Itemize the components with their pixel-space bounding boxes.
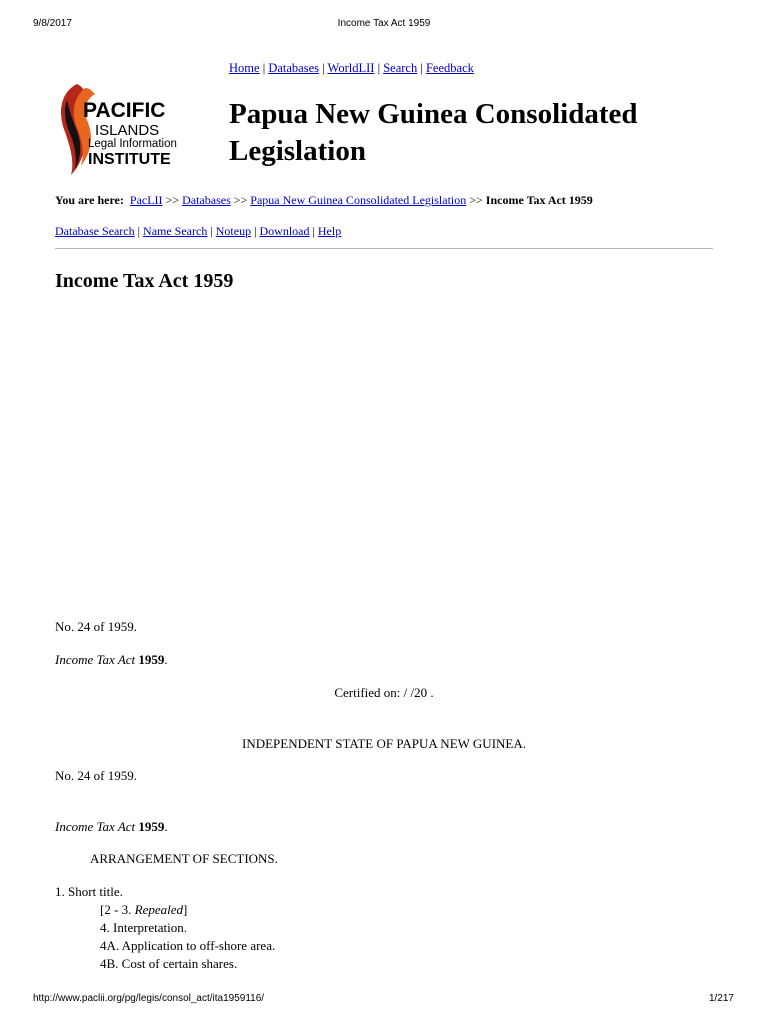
- act-title: Income Tax Act 1959: [55, 270, 234, 292]
- print-title: Income Tax Act 1959: [337, 18, 431, 29]
- logo-text-institute: INSTITUTE: [88, 151, 171, 168]
- breadcrumb-paclii-link[interactable]: PacLII: [129, 193, 163, 207]
- nav-worldlii-link[interactable]: WorldLII: [327, 61, 375, 75]
- toc-item-4b: 4B. Cost of certain shares.: [100, 956, 238, 971]
- name-search-link[interactable]: Name Search: [143, 224, 208, 238]
- help-link[interactable]: Help: [317, 224, 342, 238]
- toc-item-4: 4. Interpretation.: [100, 920, 187, 935]
- breadcrumb-current: Income Tax Act 1959: [485, 193, 593, 207]
- top-nav: Home | Databases | WorldLII | Search | Feedback: [229, 61, 474, 75]
- download-link[interactable]: Download: [259, 224, 310, 238]
- breadcrumb-label: You are here:: [55, 193, 124, 207]
- arrangement-heading: ARRANGEMENT OF SECTIONS.: [90, 851, 278, 866]
- breadcrumb: [55, 193, 593, 208]
- nav-feedback-link[interactable]: Feedback: [425, 61, 474, 75]
- toc-item-2-3-repealed: Repealed: [134, 902, 184, 917]
- print-page-number: 1/217: [708, 993, 734, 1004]
- divider: [55, 248, 713, 249]
- database-search-link[interactable]: Database Search: [55, 224, 135, 238]
- act-short-name-italic: Income Tax Act: [55, 652, 136, 667]
- toc-item-4a: 4A. Application to off-shore area.: [100, 938, 276, 953]
- print-url: http://www.paclii.org/pg/legis/consol_act/ita1959116/: [33, 993, 265, 1004]
- act-short-name-end: .: [164, 819, 168, 834]
- tools-nav: Database Search | Name Search | Noteup | Download | Help: [55, 224, 342, 238]
- paclii-logo[interactable]: [55, 80, 205, 178]
- breadcrumb-separator: >>: [469, 193, 483, 207]
- act-short-name-italic: Income Tax Act: [55, 819, 136, 834]
- toc-item-2-3: [100, 901, 187, 919]
- toc-item-1: 1. Short title.: [55, 884, 123, 899]
- state-heading: INDEPENDENT STATE OF PAPUA NEW GUINEA.: [241, 736, 526, 751]
- breadcrumb-png-legislation-link[interactable]: Papua New Guinea Consolidated Legislation: [250, 193, 467, 207]
- act-number-2: No. 24 of 1959.: [55, 768, 137, 783]
- act-short-name-end: .: [164, 652, 168, 667]
- certified-on: Certified on: / /20 .: [334, 685, 434, 700]
- act-short-name: [55, 652, 168, 668]
- print-date: 9/8/2017: [33, 18, 72, 29]
- logo-text-islands: ISLANDS: [95, 122, 160, 139]
- breadcrumb-separator: >>: [165, 193, 180, 207]
- act-short-name-2: [55, 819, 168, 835]
- nav-home-link[interactable]: Home: [229, 61, 260, 75]
- breadcrumb-separator: >>: [233, 193, 248, 207]
- logo-text-pacific: PACIFIC: [83, 99, 166, 122]
- noteup-link[interactable]: Noteup: [215, 224, 252, 238]
- nav-databases-link[interactable]: Databases: [268, 61, 319, 75]
- nav-search-link[interactable]: Search: [383, 61, 418, 75]
- logo-text-legal: Legal Information: [88, 138, 177, 150]
- toc-item-2-3-pre: [2 - 3.: [100, 902, 132, 917]
- act-short-name-year: 1959: [138, 652, 165, 667]
- toc-item-2-3-post: ]: [183, 902, 188, 917]
- act-number: No. 24 of 1959.: [55, 619, 137, 634]
- site-title: Papua New Guinea Consolidated Legislation: [229, 98, 638, 167]
- breadcrumb-databases-link[interactable]: Databases: [182, 193, 231, 207]
- act-short-name-year: 1959: [138, 819, 165, 834]
